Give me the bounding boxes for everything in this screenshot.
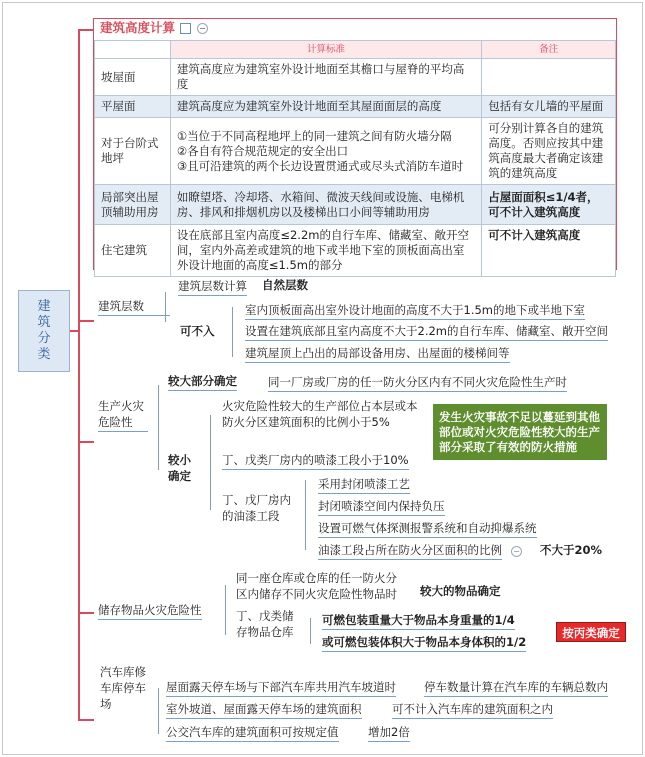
collapse-icon[interactable]: − <box>197 23 208 34</box>
branch-storage <box>78 612 94 614</box>
root-label: 建筑分类 <box>37 299 51 362</box>
floors-exclude-item[interactable]: 室内顶板面高出室外设计地面的高度不大于1.5m的地下或半地下室 <box>245 302 585 320</box>
row-note <box>482 59 616 96</box>
production-major-label[interactable]: 较大部分确定 <box>168 373 237 391</box>
root-node[interactable] <box>18 290 70 372</box>
storage-sub-label[interactable]: 丁、戊类储存物品仓库 <box>236 609 294 639</box>
garage-row1-desc[interactable]: 屋面露天停车场与下部汽车库共用汽车坡道时 <box>166 679 396 697</box>
header-empty <box>95 41 171 59</box>
row-standard: 设在底部且室内高度≤2.2m的自行车库、储藏室、敞开空间，室内外高差或建筑的地下或半地下室的顶板面高出室外设计地面的高度≤1.5m的部分 <box>170 225 481 277</box>
collapse-icon[interactable]: − <box>511 546 522 557</box>
row-standard: 如瞭望塔、冷却塔、水箱间、微波天线间或设施、电梯机房、排风和排烟机房以及楼梯出口小间等辅助用房 <box>170 185 481 225</box>
table-row <box>95 96 616 118</box>
storage-sub-connector <box>310 618 311 644</box>
production-paint-item[interactable]: 设置可燃气体探测报警系统和自动抑爆系统 <box>318 520 537 538</box>
floors-node[interactable]: 建筑层数 <box>98 298 160 316</box>
note-icon <box>180 23 191 34</box>
storage-node[interactable]: 储存物品火灾危险性 <box>98 602 202 620</box>
garage-row1-result[interactable]: 停车数量计算在汽车库的车辆总数内 <box>424 679 608 697</box>
production-callout <box>433 404 607 460</box>
row-standard: 建筑高度应为建筑室外设计地面至其屋面面层的高度 <box>170 96 481 118</box>
floors-exclude-item[interactable]: 设置在建筑底部且室内高度不大于2.2m的自行车库、储藏室、敞开空间 <box>245 323 608 341</box>
production-minor-label[interactable]: 较小确定 <box>168 453 191 483</box>
row-note: 占屋面面积≤1/4者，可不计入建筑高度 <box>482 185 616 225</box>
production-paint-limit: 不大于20% <box>540 543 603 557</box>
table-row <box>95 59 616 96</box>
storage-item[interactable]: 或可燃包装体积大于物品本身体积的1/2 <box>322 634 526 652</box>
row-note: 包括有女儿墙的平屋面 <box>482 96 616 118</box>
storage-major-desc[interactable]: 同一座仓库或仓库的任一防火分区内储存不同火灾危险性物品时 <box>236 571 397 601</box>
production-connector <box>158 385 159 470</box>
branch-production <box>78 441 94 443</box>
floors-calc-value: 自然层数 <box>262 278 308 292</box>
production-minor-spray[interactable]: 丁、戊类厂房内的喷漆工段小于10% <box>222 452 409 470</box>
height-title[interactable]: 建筑高度计算 − <box>100 20 208 36</box>
floors-exclude-label[interactable]: 可不入 <box>180 324 215 338</box>
production-callout-text: 发生火灾事故不足以蔓延到其他部位或对火灾危险性较大的生产部分采取了有效的防火措施 <box>439 410 600 454</box>
garage-node[interactable]: 汽车库修车库停车场 <box>100 665 146 711</box>
production-minor-ratio[interactable]: 火灾危险性较大的生产部位占本层或本防火分区建筑面积的比例小于5% <box>222 399 418 429</box>
row-label: 住宅建筑 <box>95 225 171 277</box>
row-label: 平屋面 <box>95 96 171 118</box>
row-note: 可不计入建筑高度 <box>482 225 616 277</box>
storage-callout <box>556 622 626 642</box>
floors-connector <box>160 315 170 316</box>
garage-row3-desc[interactable]: 公交汽车库的建筑面积可按规定值 <box>166 724 339 742</box>
row-label: 坡屋面 <box>95 59 171 96</box>
storage-major-label: 较大的物品确定 <box>420 584 501 598</box>
production-minor-connector <box>210 415 211 510</box>
garage-row2-result[interactable]: 可不计入汽车库的建筑面积之内 <box>392 701 553 719</box>
row-standard: ①当位于不同高程地坪上的同一建筑之间有防火墙分隔 ②各自有符合规范规定的安全出口 ③且可沿建筑的两个长边设置贯通式或尽头式消防车道时 <box>170 118 481 185</box>
garage-row2-desc[interactable]: 室外坡道、屋面露天停车场的建筑面积 <box>166 701 362 719</box>
production-major-desc[interactable]: 同一厂房或厂房的任一防火分区内有不同火灾危险性生产时 <box>268 374 567 392</box>
production-paint-item[interactable]: 油漆工段占所在防火分区面积的比例 <box>318 542 502 560</box>
row-label: 对于台阶式地坪 <box>95 118 171 185</box>
storage-callout-text: 按丙类确定 <box>562 626 620 640</box>
row-standard: 建筑高度应为建筑室外设计地面至其檐口与屋脊的平均高度 <box>170 59 481 96</box>
storage-item[interactable]: 可燃包装重量大于物品本身重量的1/4 <box>322 612 515 630</box>
floors-exclude-connector <box>232 307 233 357</box>
header-note: 备注 <box>482 41 616 59</box>
table-row <box>95 118 616 185</box>
floors-connector <box>165 292 166 322</box>
height-table <box>94 40 616 277</box>
branch-floors <box>78 320 94 322</box>
table-row <box>95 185 616 225</box>
garage-connector <box>158 688 159 734</box>
production-paint-item[interactable]: 封闭喷漆空间内保持负压 <box>318 498 445 516</box>
production-paint-connector <box>305 480 306 550</box>
branch-height <box>78 29 94 31</box>
row-note: 可分别计算各自的建筑高度。否则应按其中建筑高度最大者确定该建筑的建筑高度 <box>482 118 616 185</box>
production-node[interactable]: 生产火灾危险性 <box>98 398 148 432</box>
row-label: 局部突出屋顶辅助用房 <box>95 185 171 225</box>
floors-calc-label[interactable]: 建筑层数计算 <box>178 278 247 296</box>
table-row <box>95 225 616 277</box>
garage-row3-result[interactable]: 增加2倍 <box>368 724 410 742</box>
production-paint-item[interactable]: 采用封闭喷漆工艺 <box>318 476 410 494</box>
floors-exclude-item[interactable]: 建筑屋顶上凸出的局部设备用房、出屋面的楼梯间等 <box>245 345 510 363</box>
branch-garage <box>78 719 94 721</box>
header-standard: 计算标准 <box>170 41 481 59</box>
table-header-row <box>95 41 616 59</box>
production-paint-label[interactable]: 丁、戊厂房内的油漆工段 <box>222 493 291 523</box>
main-spine <box>78 29 80 721</box>
storage-connector <box>225 585 226 635</box>
